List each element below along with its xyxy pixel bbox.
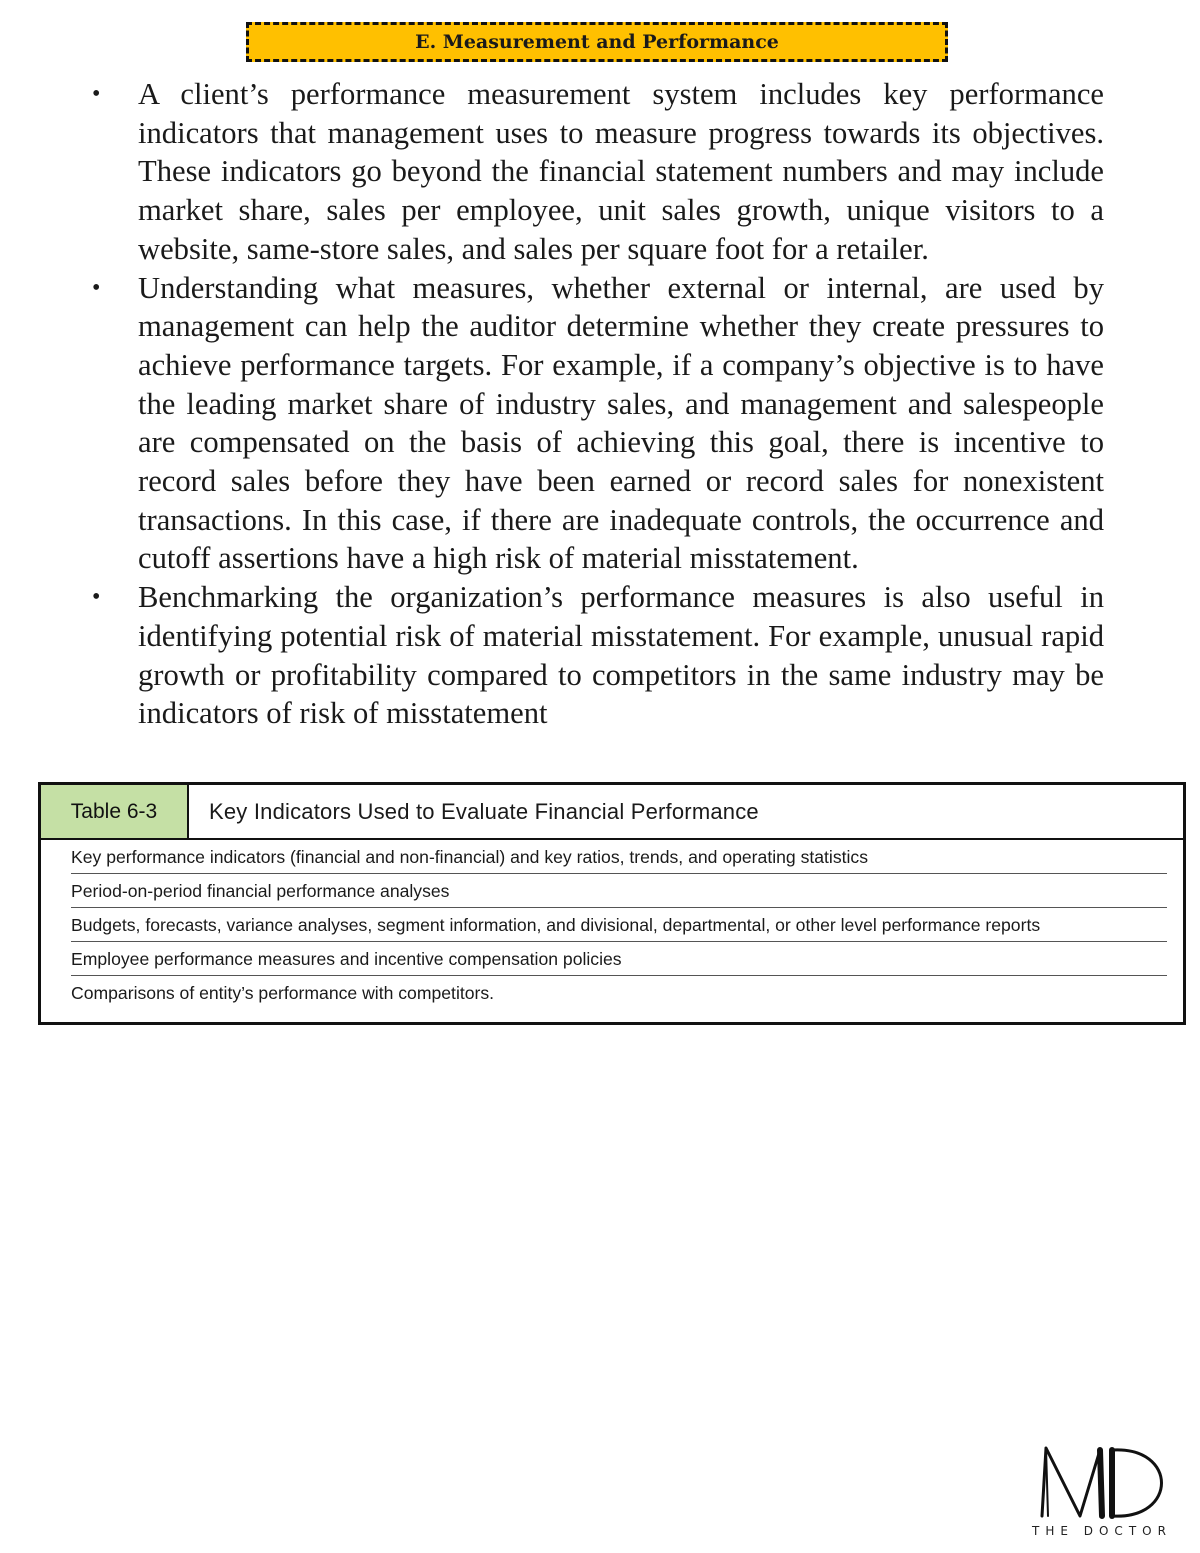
table-row: Comparisons of entity’s performance with competitors.: [71, 983, 495, 1003]
logo-caption: THE DOCTOR: [1032, 1524, 1172, 1538]
bullet-item: [92, 578, 1104, 733]
table-header: [41, 785, 1183, 840]
table-row: Budgets, forecasts, variance analyses, segment information, and divisional, departmental, or other level performance reports: [71, 908, 1167, 942]
bullet-text: Benchmarking the organization’s performance measures is also useful in identifying potential risk of material misstatement. For example, unusual rapid growth or profitability compared to competitors in the same industry may be indicators of risk of misstatement: [138, 580, 1104, 731]
indicator-table: [38, 782, 1186, 1025]
table-title: Key Indicators Used to Evaluate Financial Performance: [209, 798, 759, 824]
bullet-dot-icon: •: [92, 584, 101, 611]
bullet-dot-icon: •: [92, 274, 101, 301]
section-header: [246, 22, 948, 62]
bullet-item: [92, 75, 1104, 269]
bullet-text: Understanding what measures, whether external or internal, are used by management can help the auditor determine whether they create pressures to achieve performance targets. For example, if a company’s objective is to have the leading market share of industry sales, and management and salespeople are compensated on the basis of achieving this goal, there is incentive to record sales before they have been earned or record sales for nonexistent transactions. In this case, if there are inadequate controls, the occurrence and cutoff assertions have a high risk of material misstatement.: [138, 270, 1104, 576]
table-rows: [41, 840, 1183, 1009]
bullet-item: [92, 269, 1104, 579]
table-number: Table 6-3: [41, 785, 189, 838]
table-row: Period-on-period financial performance analyses: [71, 874, 1167, 908]
section-title: E. Measurement and Performance: [415, 31, 779, 53]
bullet-list: [0, 75, 1200, 733]
table-row: Employee performance measures and incentive compensation policies: [71, 942, 1167, 976]
table-row: Key performance indicators (financial and non-financial) and key ratios, trends, and operating statistics: [71, 840, 1167, 874]
bullet-dot-icon: •: [92, 81, 101, 107]
bullet-text: A client’s performance measurement system includes key performance indicators that management uses to measure progress towards its objectives. These indicators go beyond the financial statement numbers and may include market share, sales per employee, unit sales growth, unique visitors to a website, same-store sales, and sales per square foot for a retailer.: [138, 77, 1104, 266]
